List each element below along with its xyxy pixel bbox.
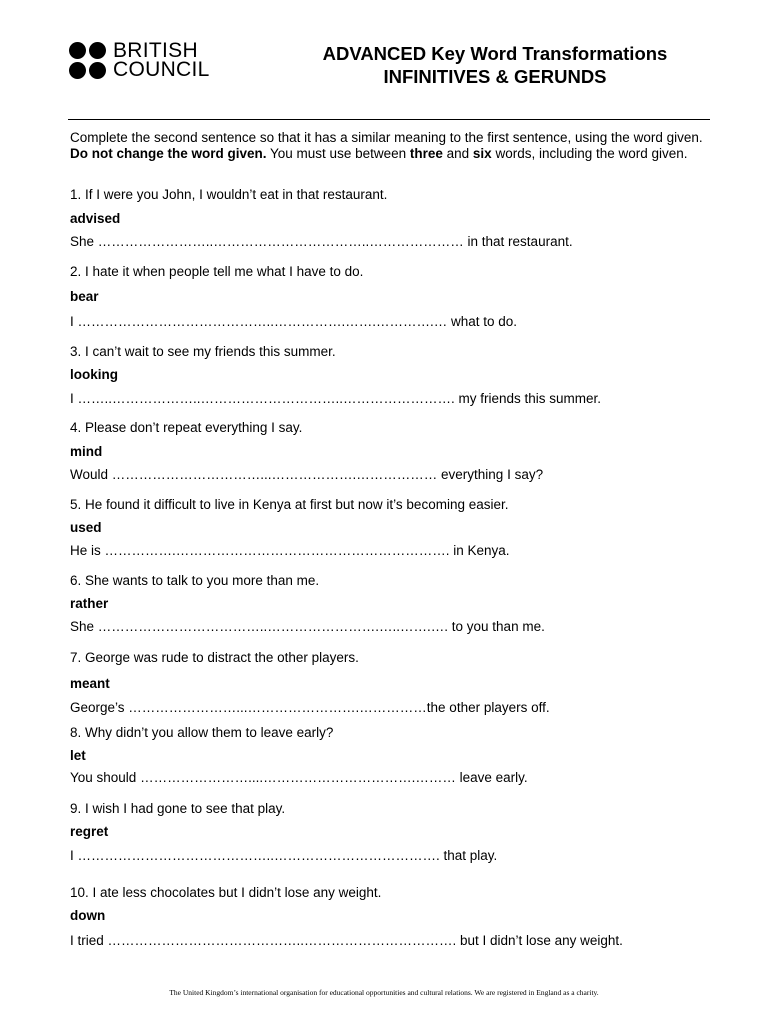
question-sentence: 5. He found it difficult to live in Kenya at first but now it’s becoming easier. bbox=[70, 497, 509, 512]
question-keyword: let bbox=[70, 748, 86, 763]
question-keyword: used bbox=[70, 520, 102, 535]
instr-bold1: Do not change the word given. bbox=[70, 146, 267, 161]
question-keyword: meant bbox=[70, 676, 110, 691]
answer-line: She ………………………………..…………………….…..…….…. to you than me. bbox=[70, 619, 545, 634]
instr-part1: Complete the second sentence so that it has a similar meaning to the first sentence, using the word given. bbox=[70, 130, 703, 145]
footer-text: The United Kingdom’s international organisation for educational opportunities and cultural relations. We are registered in England as a charity. bbox=[169, 988, 599, 997]
answer-line: George’s ……………………...…………………….……………the other players off. bbox=[70, 700, 550, 715]
question-keyword: advised bbox=[70, 211, 121, 226]
answer-line: She ……………………..……………………………..………………… in that restaurant. bbox=[70, 234, 573, 249]
question-sentence: 1. If I were you John, I wouldn’t eat in that restaurant. bbox=[70, 187, 388, 202]
logo-dots-icon bbox=[69, 42, 106, 79]
question-sentence: 10. I ate less chocolates but I didn’t lose any weight. bbox=[70, 885, 382, 900]
answer-line: I ……………………………………..………………………………. that play. bbox=[70, 848, 498, 863]
instr-part4: words, including the word given. bbox=[491, 146, 688, 161]
question-sentence: 3. I can’t wait to see my friends this summer. bbox=[70, 344, 336, 359]
instr-part3: and bbox=[442, 146, 473, 161]
question-keyword: looking bbox=[70, 367, 118, 382]
answer-line: I ……………………………………..…………….…….………….… what to do. bbox=[70, 314, 518, 329]
question-sentence: 6. She wants to talk to you more than me. bbox=[70, 573, 320, 588]
logo-wordmark bbox=[113, 41, 210, 79]
title-line-1: ADVANCED Key Word Transformations bbox=[322, 43, 668, 64]
question-keyword: bear bbox=[70, 289, 99, 304]
instructions-text bbox=[70, 130, 710, 162]
title-line-2: INFINITIVES & GERUNDS bbox=[383, 66, 607, 87]
question-sentence: 2. I hate it when people tell me what I have to do. bbox=[70, 264, 364, 279]
answer-line: I ……..………………..…………………………..……………………. my friends this summer. bbox=[70, 391, 602, 406]
instr-part2: You must use between bbox=[266, 146, 410, 161]
header-divider bbox=[68, 119, 710, 120]
answer-line: I tried ……………………………………..……………………………. but I didn’t lose any weight. bbox=[70, 933, 623, 948]
question-sentence: 8. Why didn’t you allow them to leave early? bbox=[70, 725, 334, 740]
question-keyword: down bbox=[70, 908, 106, 923]
question-sentence: 4. Please don’t repeat everything I say. bbox=[70, 420, 303, 435]
instructions bbox=[70, 130, 710, 162]
page-title bbox=[290, 42, 700, 88]
instr-bold2: three bbox=[409, 146, 443, 161]
question-keyword: rather bbox=[70, 596, 109, 611]
question-sentence: 9. I wish I had gone to see that play. bbox=[70, 801, 286, 816]
british-council-logo bbox=[69, 41, 210, 79]
question-keyword: regret bbox=[70, 824, 109, 839]
question-sentence: 7. George was rude to distract the other players. bbox=[70, 650, 359, 665]
answer-line: You should ……………………....…………………………….……… leave early. bbox=[70, 770, 528, 785]
logo-line-1: BRITISH bbox=[113, 39, 198, 62]
answer-line: Would ……………………………...……………….……………… everything I say? bbox=[70, 467, 544, 482]
question-keyword: mind bbox=[70, 444, 103, 459]
logo-line-2: COUNCIL bbox=[113, 58, 210, 81]
instr-bold3: six bbox=[472, 146, 492, 161]
answer-line: He is …………….……………………………………………………. in Kenya. bbox=[70, 543, 510, 558]
